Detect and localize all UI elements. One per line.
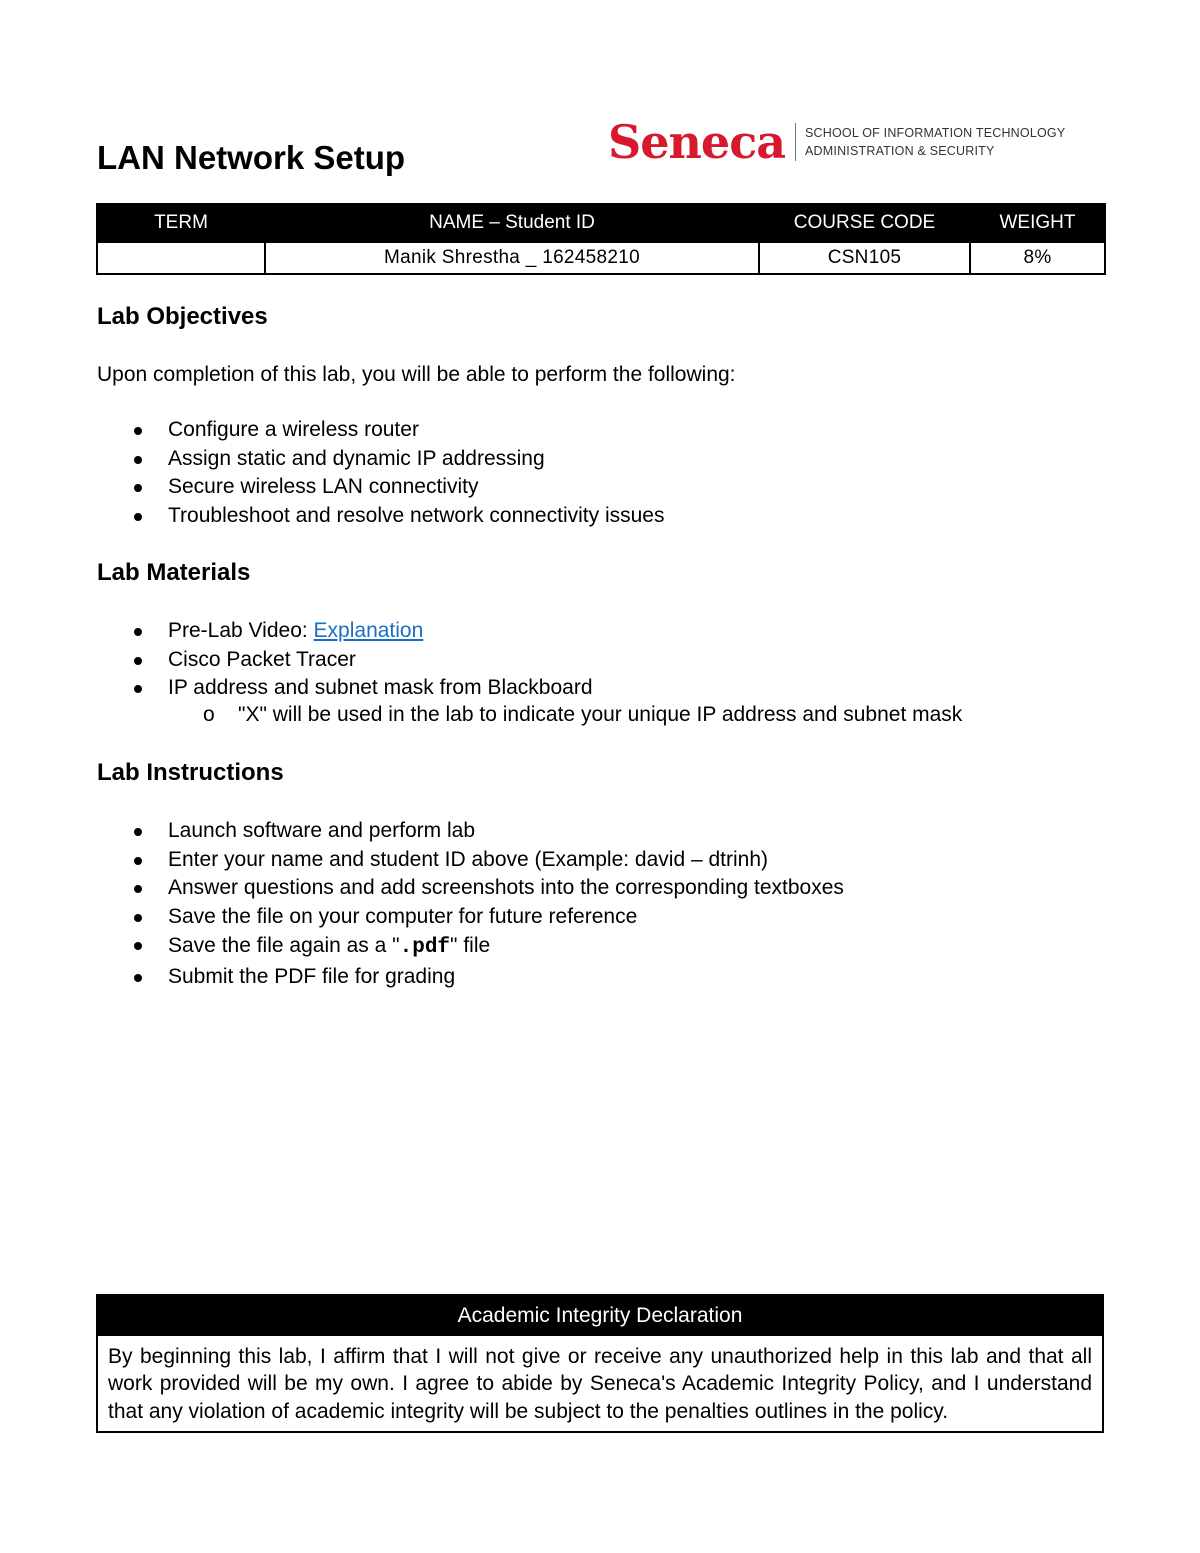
video-label: Pre-Lab Video:: [168, 619, 314, 642]
logo-divider: [795, 123, 796, 161]
list-item-text: Answer questions and add screenshots into the corresponding textboxes: [168, 876, 844, 900]
bullet-icon: [134, 914, 142, 922]
list-item: [97, 416, 664, 445]
instructions-list: [97, 817, 844, 992]
save-pdf-suffix: " file: [450, 934, 491, 958]
header-weight: WEIGHT: [970, 204, 1105, 242]
seneca-logo: [608, 115, 1066, 169]
page-title: LAN Network Setup: [97, 139, 406, 176]
list-item-text: Save the file on your computer for future reference: [168, 904, 638, 928]
logo-subtitle: [805, 124, 1065, 160]
cell-term[interactable]: [97, 242, 265, 274]
save-pdf-prefix: Save the file again as a ": [168, 934, 400, 958]
header-name-student-id: NAME – Student ID: [265, 204, 759, 242]
bullet-icon: [134, 828, 142, 836]
objectives-list: [97, 416, 664, 530]
info-table-header-row: [97, 204, 1105, 242]
list-item: [97, 617, 593, 646]
explanation-link[interactable]: Explanation: [313, 619, 424, 642]
info-table: [96, 203, 1106, 275]
cell-name-student-id[interactable]: Manik Shrestha _ 162458210: [265, 242, 759, 274]
pdf-extension: .pdf: [399, 936, 451, 960]
list-item: [97, 874, 844, 903]
list-item-text: Enter your name and student ID above (Example: david – dtrinh): [168, 847, 768, 871]
materials-list: [97, 617, 593, 703]
info-table-row: [97, 242, 1105, 274]
header-course-code: COURSE CODE: [759, 204, 970, 242]
logo-brand: Seneca: [608, 115, 786, 169]
list-item-text: IP address and subnet mask from Blackboard: [168, 676, 593, 700]
sub-item-text: "X" will be used in the lab to indicate your unique IP address and subnet mask: [238, 703, 963, 726]
bullet-icon: [134, 885, 142, 893]
list-item: [97, 817, 844, 846]
list-item: [97, 502, 664, 531]
bullet-icon: [134, 628, 142, 636]
list-item-text: Configure a wireless router: [168, 418, 419, 441]
list-item-text: Troubleshoot and resolve network connectivity issues: [168, 503, 665, 527]
academic-integrity-box: [96, 1294, 1104, 1433]
list-item-text: Secure wireless LAN connectivity: [168, 475, 479, 499]
materials-sub-item: [97, 701, 962, 729]
logo-line-1: SCHOOL OF INFORMATION TECHNOLOGY: [805, 126, 1066, 140]
list-item: [97, 473, 664, 502]
list-item: [97, 963, 844, 992]
materials-heading: Lab Materials: [97, 559, 251, 586]
bullet-icon: [134, 942, 142, 950]
integrity-text: By beginning this lab, I affirm that I will not give or receive any unauthorized help in this lab and that all work provided will be my own. I agree to abide by Seneca's Academic Integrity Policy, and I understand that any violation of academic integrity will be subject to the penalties outlines in the policy.: [108, 1345, 1092, 1423]
list-item: [97, 646, 593, 675]
cell-course-code[interactable]: CSN105: [759, 242, 970, 274]
cell-weight[interactable]: 8%: [970, 242, 1105, 274]
list-item-text: Launch software and perform lab: [168, 819, 476, 842]
bullet-icon: [134, 657, 142, 665]
bullet-icon: [134, 685, 142, 693]
instructions-heading: Lab Instructions: [97, 759, 284, 786]
bullet-icon: [134, 513, 142, 521]
bullet-icon: [134, 484, 142, 492]
logo-line-2: ADMINISTRATION & SECURITY: [805, 144, 995, 158]
integrity-heading: Academic Integrity Declaration: [98, 1296, 1102, 1336]
objectives-intro: Upon completion of this lab, you will be able to perform the following:: [97, 363, 736, 386]
list-item-text: Assign static and dynamic IP addressing: [168, 446, 545, 470]
list-item: [97, 846, 844, 875]
bullet-icon: [134, 427, 142, 435]
list-item: [97, 674, 593, 703]
list-item: [97, 445, 664, 474]
list-item: [97, 903, 844, 932]
header-term: TERM: [97, 204, 265, 242]
bullet-icon: [134, 456, 142, 464]
list-item-text: Cisco Packet Tracer: [168, 647, 356, 671]
list-item-text: Submit the PDF file for grading: [168, 965, 456, 989]
circle-bullet-icon: o: [203, 703, 215, 726]
bullet-icon: [134, 857, 142, 865]
objectives-heading: Lab Objectives: [97, 303, 268, 330]
bullet-icon: [134, 974, 142, 982]
list-item: [97, 931, 844, 963]
